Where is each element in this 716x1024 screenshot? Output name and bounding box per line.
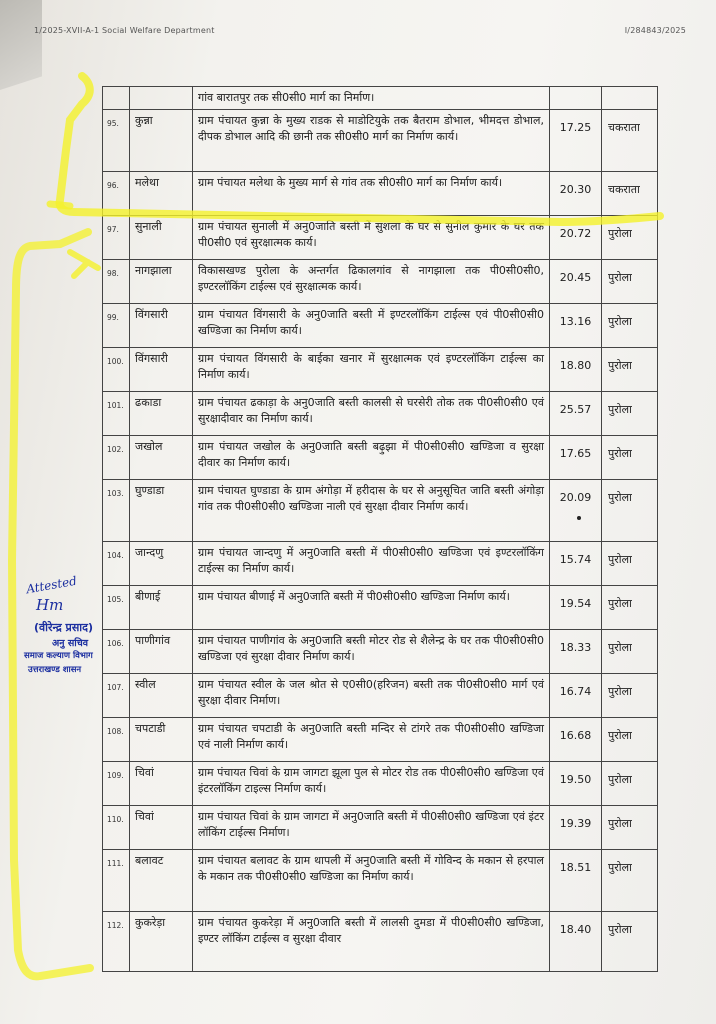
serial-number-cell: 109. [103, 762, 130, 806]
amount-cell: 18.51 [550, 850, 602, 912]
block-name-cell: पुरोला [602, 586, 658, 630]
village-name-cell: बीणाई [130, 586, 193, 630]
block-name-cell: पुरोला [602, 436, 658, 480]
amount-cell: 16.74 [550, 674, 602, 718]
work-description-cell: ग्राम पंचायत बीणाई में अनु0जाति बस्ती में पी0सी0सी0 खण्डिजा निर्माण कार्य। [193, 586, 550, 630]
block-name-cell: पुरोला [602, 304, 658, 348]
village-name-cell: चिवां [130, 762, 193, 806]
work-description-cell: ग्राम पंचायत चिवां के ग्राम जागटा झूला पुल से मोटर रोड तक पी0सी0सी0 खण्डिजा एवं इंटरलॉकिंग टाइल्स निर्माण कार्य। [193, 762, 550, 806]
amount-cell: 20.72 [550, 216, 602, 260]
village-name-cell [130, 87, 193, 110]
attestation-stamp [22, 573, 132, 698]
table-row [103, 586, 658, 630]
village-name-cell: बलावट [130, 850, 193, 912]
table-row [103, 912, 658, 972]
village-name-cell: विंगसारी [130, 348, 193, 392]
village-name-cell: मलेथा [130, 172, 193, 216]
amount-cell: 20.45 [550, 260, 602, 304]
village-name-cell: विंगसारी [130, 304, 193, 348]
work-description-cell: ग्राम पंचायत कुन्ना के मुख्य राडक से माडोटियुके तक बैतराम डोभाल, भीमदत्त डोभाल, दीपक डोभाल आदि की छानी तक सी0सी0 मार्ग का निर्माण कार्य। [193, 110, 550, 172]
serial-number-cell: 112. [103, 912, 130, 972]
table-row [103, 172, 658, 216]
handwritten-signature: Hm [36, 596, 64, 614]
serial-number-cell: 97. [103, 216, 130, 260]
block-name-cell: पुरोला [602, 718, 658, 762]
highlight-line-upper [50, 204, 70, 206]
work-description-cell: विकासखण्ड पुरोला के अन्तर्गत ढिकालगांव से नागझाला तक पी0सी0सी0, इण्टरलॉकिंग टाईल्स एवं सुरक्षात्मक कार्य। [193, 260, 550, 304]
amount-cell: 17.65 [550, 436, 602, 480]
work-description-cell: ग्राम पंचायत चिवां के ग्राम जागटा में अनु0जाति बस्ती में पी0सी0सी0 खण्डिजा एवं इंटर लॉकिंग टाईल्स निर्माण। [193, 806, 550, 850]
page-corner-shadow [0, 0, 42, 90]
work-description-cell: ग्राम पंचायत सुनाली में अनु0जाति बस्ती में सुशला के घर से सुनील कुमार के घर तक पी0सी0 एवं सुरक्षात्मक कार्य। [193, 216, 550, 260]
serial-number-cell: 104. [103, 542, 130, 586]
officer-name: (वीरेन्द्र प्रसाद) [34, 621, 93, 634]
block-name-cell: पुरोला [602, 806, 658, 850]
amount-cell: 20.30 [550, 172, 602, 216]
village-name-cell: कुन्ना [130, 110, 193, 172]
village-name-cell: नागझाला [130, 260, 193, 304]
serial-number-cell: 98. [103, 260, 130, 304]
block-name-cell: पुरोला [602, 542, 658, 586]
work-description-cell: ग्राम पंचायत स्वील के जल श्रोत से ए0सी0(हरिजन) बस्ती तक पी0सी0सी0 मार्ग एवं सुरक्षा दीवार निर्माण। [193, 674, 550, 718]
officer-government: उत्तराखण्ड शासन [28, 665, 82, 675]
serial-number-cell: 105. [103, 586, 130, 630]
amount-cell: 18.80 [550, 348, 602, 392]
village-name-cell: घुण्डाडा [130, 480, 193, 542]
block-name-cell: पुरोला [602, 260, 658, 304]
serial-number-cell [103, 87, 130, 110]
amount-cell: 20.09 [550, 480, 602, 542]
table-row [103, 87, 658, 110]
block-name-cell: पुरोला [602, 912, 658, 972]
work-description-cell: ग्राम पंचायत ढकाड़ा के अनु0जाति बस्ती कालसी से घरसेरी तोक तक पी0सी0सी0 एवं सुरक्षादीवार का निर्माण कार्य। [193, 392, 550, 436]
work-description-cell: ग्राम पंचायत विंगसारी के अनु0जाति बस्ती में इण्टरलॉकिंग टाईल्स एवं पी0सी0सी0 खण्डिजा का निर्माण कार्य। [193, 304, 550, 348]
block-name-cell: पुरोला [602, 480, 658, 542]
serial-number-cell: 95. [103, 110, 130, 172]
block-name-cell: पुरोला [602, 348, 658, 392]
village-name-cell: कुकरेड़ा [130, 912, 193, 972]
serial-number-cell: 108. [103, 718, 130, 762]
village-name-cell: जान्दणु [130, 542, 193, 586]
block-name-cell: चकराता [602, 172, 658, 216]
amount-cell: 13.16 [550, 304, 602, 348]
table-row [103, 348, 658, 392]
work-description-cell: गांव बारातपुर तक सी0सी0 मार्ग का निर्माण। [193, 87, 550, 110]
block-name-cell [602, 87, 658, 110]
attested-signature: Attested [25, 573, 78, 597]
amount-cell [550, 87, 602, 110]
serial-number-cell: 103. [103, 480, 130, 542]
works-table [102, 86, 658, 972]
table-row [103, 718, 658, 762]
document-number-header: I/284843/2025 [624, 26, 686, 35]
block-name-cell: पुरोला [602, 850, 658, 912]
work-description-cell: ग्राम पंचायत विंगसारी के बाईका खनार में सुरक्षात्मक एवं इण्टरलॉकिंग टाईल्स का निर्माण कार्य। [193, 348, 550, 392]
amount-cell: 18.40 [550, 912, 602, 972]
serial-number-cell: 96. [103, 172, 130, 216]
table-row [103, 542, 658, 586]
amount-cell: 15.74 [550, 542, 602, 586]
serial-number-cell: 111. [103, 850, 130, 912]
amount-cell: 17.25 [550, 110, 602, 172]
table-row [103, 674, 658, 718]
block-name-cell: पुरोला [602, 674, 658, 718]
village-name-cell: चपटाडी [130, 718, 193, 762]
village-name-cell: सुनाली [130, 216, 193, 260]
village-name-cell: जखोल [130, 436, 193, 480]
amount-cell: 18.33 [550, 630, 602, 674]
village-name-cell: चिवां [130, 806, 193, 850]
serial-number-cell: 106. [103, 630, 130, 674]
work-description-cell: ग्राम पंचायत जान्दणु में अनु0जाति बस्ती में पी0सी0सी0 खण्डिजा एवं इण्टरलॉकिंग टाईल्स का निर्माण कार्य। [193, 542, 550, 586]
work-description-cell: ग्राम पंचायत कुकरेड़ा में अनु0जाति बस्ती में लालसी दुमडा में पी0सी0सी0 खण्डिजा, इण्टर लॉकिंग टाईल्स व सुरक्षा दीवार [193, 912, 550, 972]
amount-cell: 19.39 [550, 806, 602, 850]
village-name-cell: स्वील [130, 674, 193, 718]
serial-number-cell: 102. [103, 436, 130, 480]
block-name-cell: पुरोला [602, 216, 658, 260]
table-row [103, 630, 658, 674]
work-description-cell: ग्राम पंचायत मलेथा के मुख्य मार्ग से गांव तक सी0सी0 मार्ग का निर्माण कार्य। [193, 172, 550, 216]
block-name-cell: पुरोला [602, 630, 658, 674]
table-row [103, 850, 658, 912]
work-description-cell: ग्राम पंचायत जखोल के अनु0जाति बस्ती बढ़ुझा में पी0सी0सी0 खण्डिजा व सुरक्षा दीवार का निर्माण कार्य। [193, 436, 550, 480]
work-description-cell: ग्राम पंचायत बलावट के ग्राम थापली में अनु0जाति बस्ती में गोविन्द के मकान से हरपाल के मकान तक पी0सी0सी0 खण्डिजा का निर्माण कार्य। [193, 850, 550, 912]
block-name-cell: पुरोला [602, 762, 658, 806]
serial-number-cell: 101. [103, 392, 130, 436]
table-row [103, 260, 658, 304]
block-name-cell: पुरोला [602, 392, 658, 436]
table-row [103, 304, 658, 348]
highlight-arrow-head [70, 252, 98, 276]
work-description-cell: ग्राम पंचायत पाणीगांव के अनु0जाति बस्ती मोटर रोड से शैलेन्द्र के घर तक पी0सी0सी0 खण्डिजा एवं सुरक्षा दीवार निर्माण कार्य। [193, 630, 550, 674]
amount-cell: 19.50 [550, 762, 602, 806]
serial-number-cell: 99. [103, 304, 130, 348]
amount-cell: 19.54 [550, 586, 602, 630]
table-row [103, 436, 658, 480]
table-row [103, 110, 658, 172]
ink-dot [577, 516, 581, 520]
village-name-cell: ढकाडा [130, 392, 193, 436]
officer-designation: अनु सचिव [52, 638, 89, 649]
officer-department: समाज कल्याण विभाग [24, 651, 93, 661]
file-reference-header: 1/2025-XVII-A-1 Social Welfare Department [34, 26, 215, 35]
serial-number-cell: 107. [103, 674, 130, 718]
work-description-cell: ग्राम पंचायत चपटाडी के अनु0जाति बस्ती मन्दिर से टांगरे तक पी0सी0सी0 खण्डिजा एवं नाली निर्माण कार्य। [193, 718, 550, 762]
amount-cell: 25.57 [550, 392, 602, 436]
work-description-cell: ग्राम पंचायत घुण्डाडा के ग्राम अंगोड़ा में हरीदास के घर से अनुसूचित जाति बस्ती अंगोड़ा गांव तक पी0सी0सी0 खण्डिजा नाली एवं सुरक्षा दीवार निर्माण कार्य। [193, 480, 550, 542]
table-row [103, 392, 658, 436]
block-name-cell: चकराता [602, 110, 658, 172]
table-row [103, 480, 658, 542]
village-name-cell: पाणीगांव [130, 630, 193, 674]
table-row [103, 762, 658, 806]
serial-number-cell: 100. [103, 348, 130, 392]
serial-number-cell: 110. [103, 806, 130, 850]
table-row [103, 216, 658, 260]
amount-cell: 16.68 [550, 718, 602, 762]
works-table-body [103, 87, 658, 972]
table-row [103, 806, 658, 850]
